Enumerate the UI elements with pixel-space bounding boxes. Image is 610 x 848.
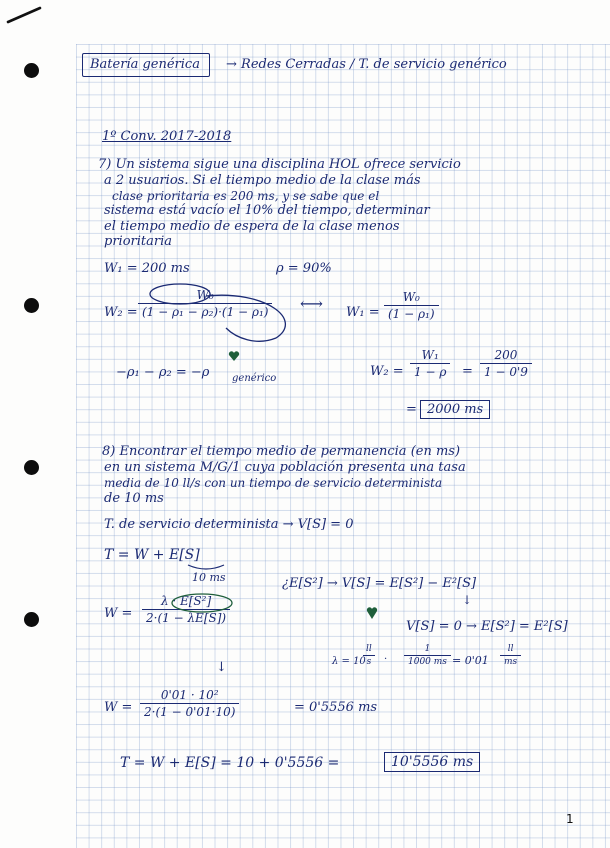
w2-circle-annotation bbox=[146, 280, 306, 346]
w1-lhs: W₁ = bbox=[346, 305, 380, 320]
paper-margin-left bbox=[0, 0, 76, 848]
result-equals: = bbox=[406, 402, 417, 417]
w2b-fraction-numeric bbox=[480, 348, 532, 379]
lambda-f1-den: s bbox=[363, 655, 376, 667]
header-title: Batería genérica bbox=[90, 57, 200, 72]
question-line: ¿E[S²] → V[S] = E[S²] − E²[S] bbox=[282, 576, 477, 591]
lambda-f2-den: 1000 ms bbox=[404, 655, 451, 667]
w2b-numeric-numerator: 200 bbox=[494, 348, 518, 362]
w2b-fraction bbox=[410, 348, 450, 379]
w2b-equals: = bbox=[462, 364, 473, 379]
problem7-line-4: sistema está vacío el 10% del tiempo, determinar bbox=[104, 203, 430, 218]
lambda-result: = 0'01 bbox=[452, 654, 489, 667]
t-equation-under: 10 ms bbox=[192, 571, 226, 584]
w-lhs: W = bbox=[104, 606, 133, 621]
binder-hole bbox=[24, 612, 39, 627]
w-calc-denominator: 2·(1 − 0'01·10) bbox=[140, 703, 239, 719]
w-calc-result: = 0'5556 ms bbox=[294, 700, 378, 715]
paper-margin-top bbox=[0, 0, 610, 44]
lambda-f2-num: 1 bbox=[424, 644, 431, 654]
header-subtitle: → Redes Cerradas / T. de servicio genérico bbox=[226, 57, 507, 72]
corner-pen-stroke bbox=[4, 4, 44, 26]
question-down-arrow: ↓ bbox=[462, 593, 473, 607]
given-w1: W₁ = 200 ms bbox=[104, 261, 190, 276]
w-calc-fraction bbox=[140, 688, 239, 719]
w2b-numeric-denominator: 1 − 0'9 bbox=[480, 363, 532, 379]
heart-doodle bbox=[228, 350, 240, 362]
w1-denominator: (1 − ρ₁) bbox=[384, 305, 439, 321]
lambda-fraction-3 bbox=[500, 644, 521, 667]
problem7-line-2: a 2 usuarios. Si el tiempo medio de la clase más bbox=[104, 173, 421, 188]
lambda-dot: · bbox=[384, 654, 388, 665]
rho-equation-subscript: genérico bbox=[232, 373, 277, 384]
w2b-numerator: W₁ bbox=[421, 348, 439, 362]
w-calc-lhs: W = bbox=[104, 700, 133, 715]
lambda-f3-num: ll bbox=[507, 644, 514, 654]
es2-circle-annotation bbox=[168, 592, 238, 616]
final-equation: T = W + E[S] = 10 + 0'5556 = bbox=[120, 755, 340, 771]
lambda-lhs: λ = 10 bbox=[332, 656, 366, 667]
problem8-line-3: media de 10 ll/s con un tiempo de servicio determinista bbox=[104, 476, 443, 490]
w1-fraction bbox=[384, 290, 439, 321]
binder-hole bbox=[24, 298, 39, 313]
vs-line: V[S] = 0 → E[S²] = E²[S] bbox=[406, 619, 568, 634]
problem8-line-4: de 10 ms bbox=[104, 491, 164, 506]
problem7-result: 2000 ms bbox=[420, 400, 490, 419]
t-equation: T = W + E[S] bbox=[104, 547, 200, 563]
deterministic-line: T. de servicio determinista → V[S] = 0 bbox=[104, 517, 354, 532]
problem8-line-1: 8) Encontrar el tiempo medio de permanencia (en ms) bbox=[102, 444, 461, 459]
rho-equation: −ρ₁ − ρ₂ = −ρ bbox=[116, 365, 210, 380]
heart-doodle bbox=[366, 606, 378, 620]
binder-hole bbox=[24, 460, 39, 475]
lambda-f3-den: ms bbox=[500, 655, 521, 667]
lambda-f1-num: ll bbox=[366, 644, 372, 654]
problem8-line-2: en un sistema M/G/1 cuya población presenta una tasa bbox=[104, 460, 466, 475]
down-arrow: ↓ bbox=[216, 660, 227, 675]
w-denominator: 2·(1 − λE[S]) bbox=[142, 609, 230, 625]
w2-lhs: W₂ = bbox=[104, 305, 138, 320]
w2b-denominator: 1 − ρ bbox=[410, 363, 450, 379]
w2-numerator: W₀ bbox=[196, 288, 214, 302]
exam-heading: 1º Conv. 2017-2018 bbox=[102, 129, 232, 144]
w2b-lhs: W₂ = bbox=[370, 364, 404, 379]
problem7-line-3: clase prioritaria es 200 ms, y se sabe que el bbox=[112, 189, 380, 203]
w-calc-numerator: 0'01 · 10² bbox=[160, 688, 219, 702]
given-rho: ρ = 90% bbox=[276, 261, 332, 276]
lambda-fraction-1 bbox=[362, 644, 376, 667]
w-numerator: λ · E[S²] bbox=[160, 594, 212, 608]
problem7-line-6: prioritaria bbox=[104, 234, 172, 249]
problem8-result: 10'5556 ms bbox=[384, 752, 480, 772]
w1-numerator: W₀ bbox=[402, 290, 420, 304]
page-number: 1 bbox=[566, 812, 574, 826]
binder-hole bbox=[24, 63, 39, 78]
w2-denominator: (1 − ρ₁ − ρ₂)·(1 − ρ₁) bbox=[138, 303, 272, 319]
problem7-line-5: el tiempo medio de espera de la clase menos bbox=[104, 219, 400, 234]
equivalence-arrow: ⟷ bbox=[300, 294, 323, 313]
problem7-line-1: 7) Un sistema sigue una disciplina HOL ofrece servicio bbox=[98, 157, 461, 172]
lambda-fraction-2 bbox=[404, 644, 451, 667]
